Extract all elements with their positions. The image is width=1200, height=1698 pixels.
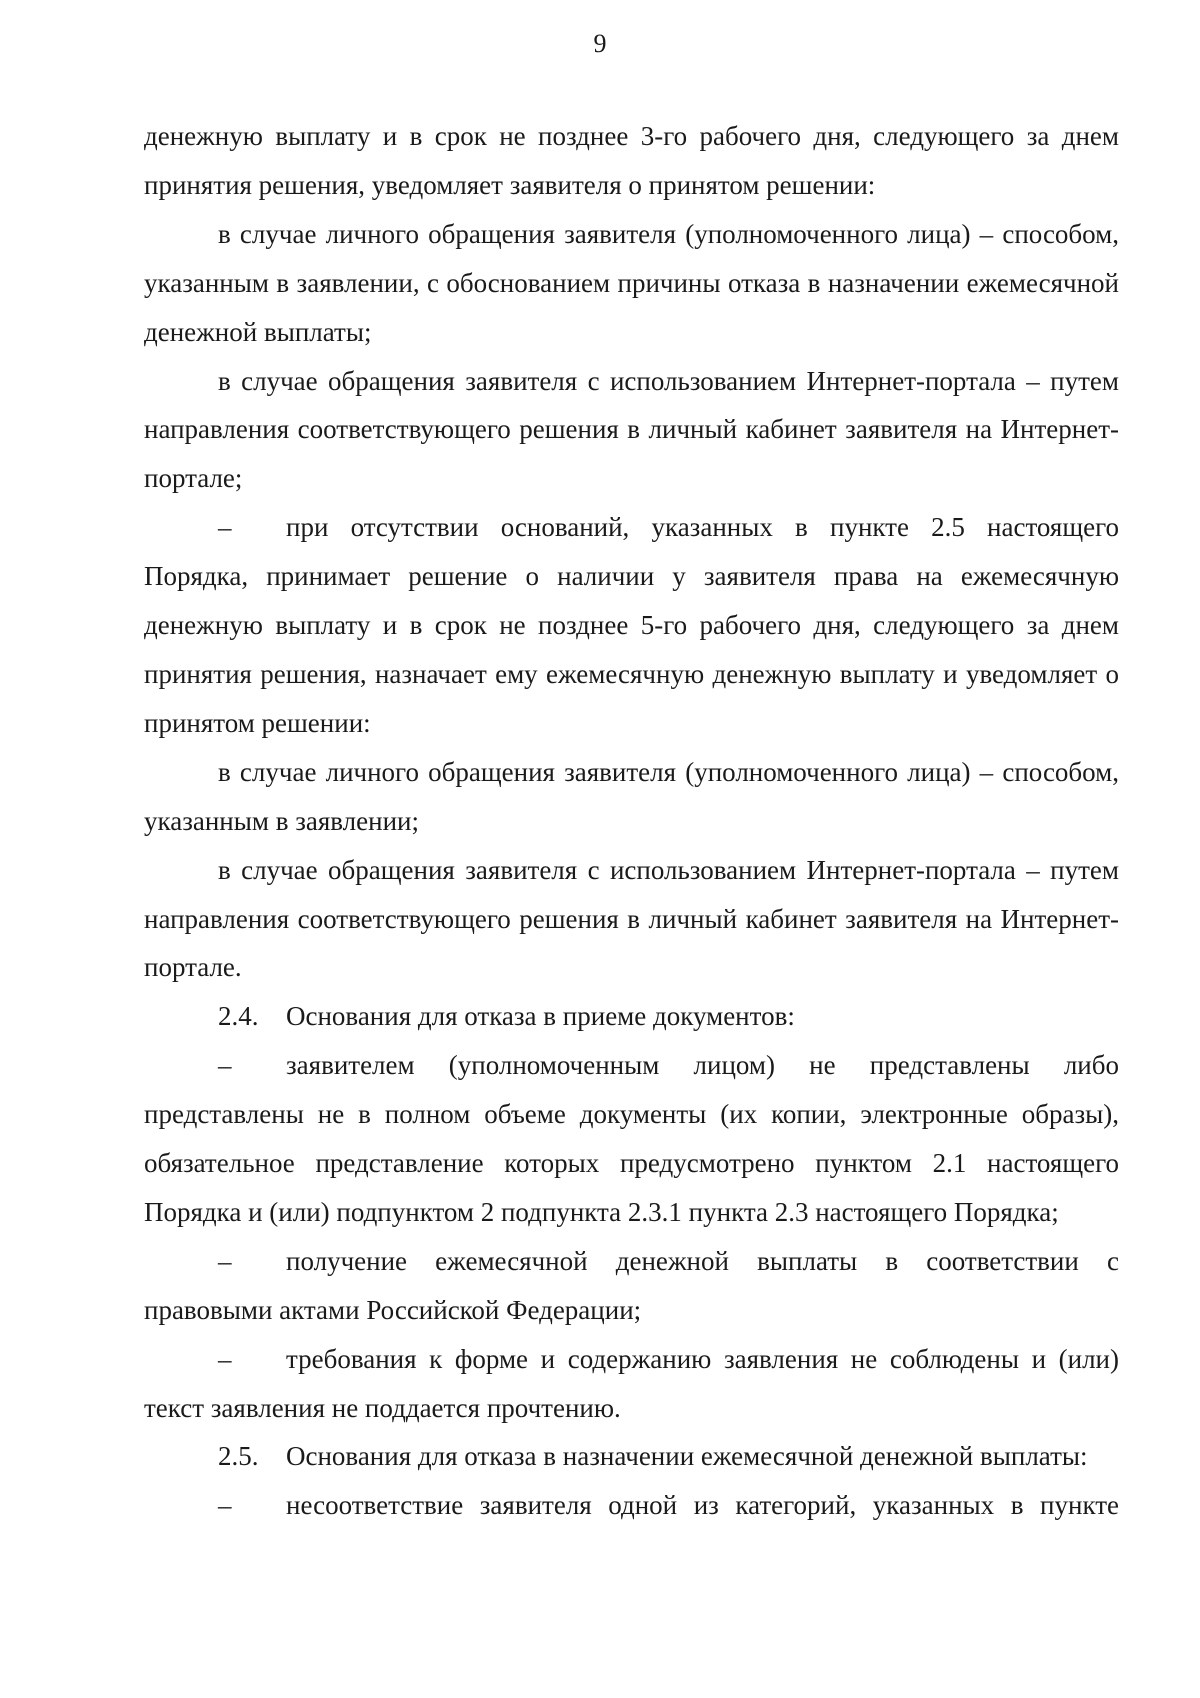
- list-item-text: требования к форме и содержанию заявления не соблюдены и (или) текст заявления не поддается прочтению.: [144, 1343, 1119, 1423]
- page-number: 9: [593, 29, 607, 58]
- list-dash-marker: –: [218, 1343, 232, 1374]
- document-body: [144, 112, 1119, 1530]
- paragraph-portal-appeal-grant: в случае обращения заявителя с использованием Интернет-портала – путем направления соответствующего решения в личный кабинет заявителя на Интернет-портале.: [144, 854, 1119, 983]
- section-number: 2.5.: [218, 1441, 259, 1472]
- list-item-form-requirements: [144, 1335, 1119, 1433]
- section-title: Основания для отказа в приеме документов:: [286, 1001, 795, 1032]
- section-2-4-heading: [144, 992, 1119, 1041]
- paragraph-continuation: денежную выплату и в срок не позднее 3-го рабочего дня, следующего за днем принятия решения, уведомляет заявителя о принятом решении:: [144, 121, 1119, 200]
- list-item-text: при отсутствии оснований, указанных в пункте 2.5 настоящего Порядка, принимает решение о наличии у заявителя права на ежемесячную денежную выплату и в срок не позднее 5-го рабочего дня, следующего за днем принятия решения, назначает ему ежемесячную денежную выплату и уведомляет о принятом решении:: [144, 512, 1119, 738]
- list-dash-marker: –: [218, 1490, 232, 1521]
- section-2-5-heading: [144, 1432, 1119, 1481]
- section-title: Основания для отказа в назначении ежемесячной денежной выплаты:: [286, 1441, 1088, 1472]
- paragraph-portal-appeal-refusal: в случае обращения заявителя с использованием Интернет-портала – путем направления соответствующего решения в личный кабинет заявителя на Интернет-портале;: [144, 365, 1119, 494]
- paragraph-personal-appeal-refusal: в случае личного обращения заявителя (уполномоченного лица) – способом, указанным в заявлении, с обоснованием причины отказа в назначении ежемесячной денежной выплаты;: [144, 218, 1119, 347]
- paragraph-personal-appeal-grant: в случае личного обращения заявителя (уполномоченного лица) – способом, указанным в заявлении;: [144, 756, 1119, 836]
- list-item-already-receiving: [144, 1237, 1119, 1335]
- list-dash-marker: –: [218, 512, 232, 543]
- list-item-grant-decision: [144, 503, 1119, 748]
- section-number: 2.4.: [218, 1001, 259, 1032]
- list-item-text: заявителем (уполномоченным лицом) не представлены либо представлены не в полном объеме документы (их копии, электронные образы), обязательное представление которых предусмотрено пунктом 2.1 настоящего Порядка и (или) подпунктом 2 подпункта 2.3.1 пункта 2.3 настоящего Порядка;: [144, 1050, 1119, 1227]
- list-item-text: получение ежемесячной денежной выплаты в соответствии с правовыми актами Российской Федерации;: [144, 1245, 1119, 1325]
- list-item-category-mismatch: [144, 1481, 1119, 1530]
- list-item-text: несоответствие заявителя одной из категорий, указанных в пункте: [286, 1490, 1119, 1521]
- list-dash-marker: –: [218, 1245, 232, 1276]
- list-dash-marker: –: [218, 1050, 232, 1081]
- list-item-documents-missing: [144, 1041, 1119, 1237]
